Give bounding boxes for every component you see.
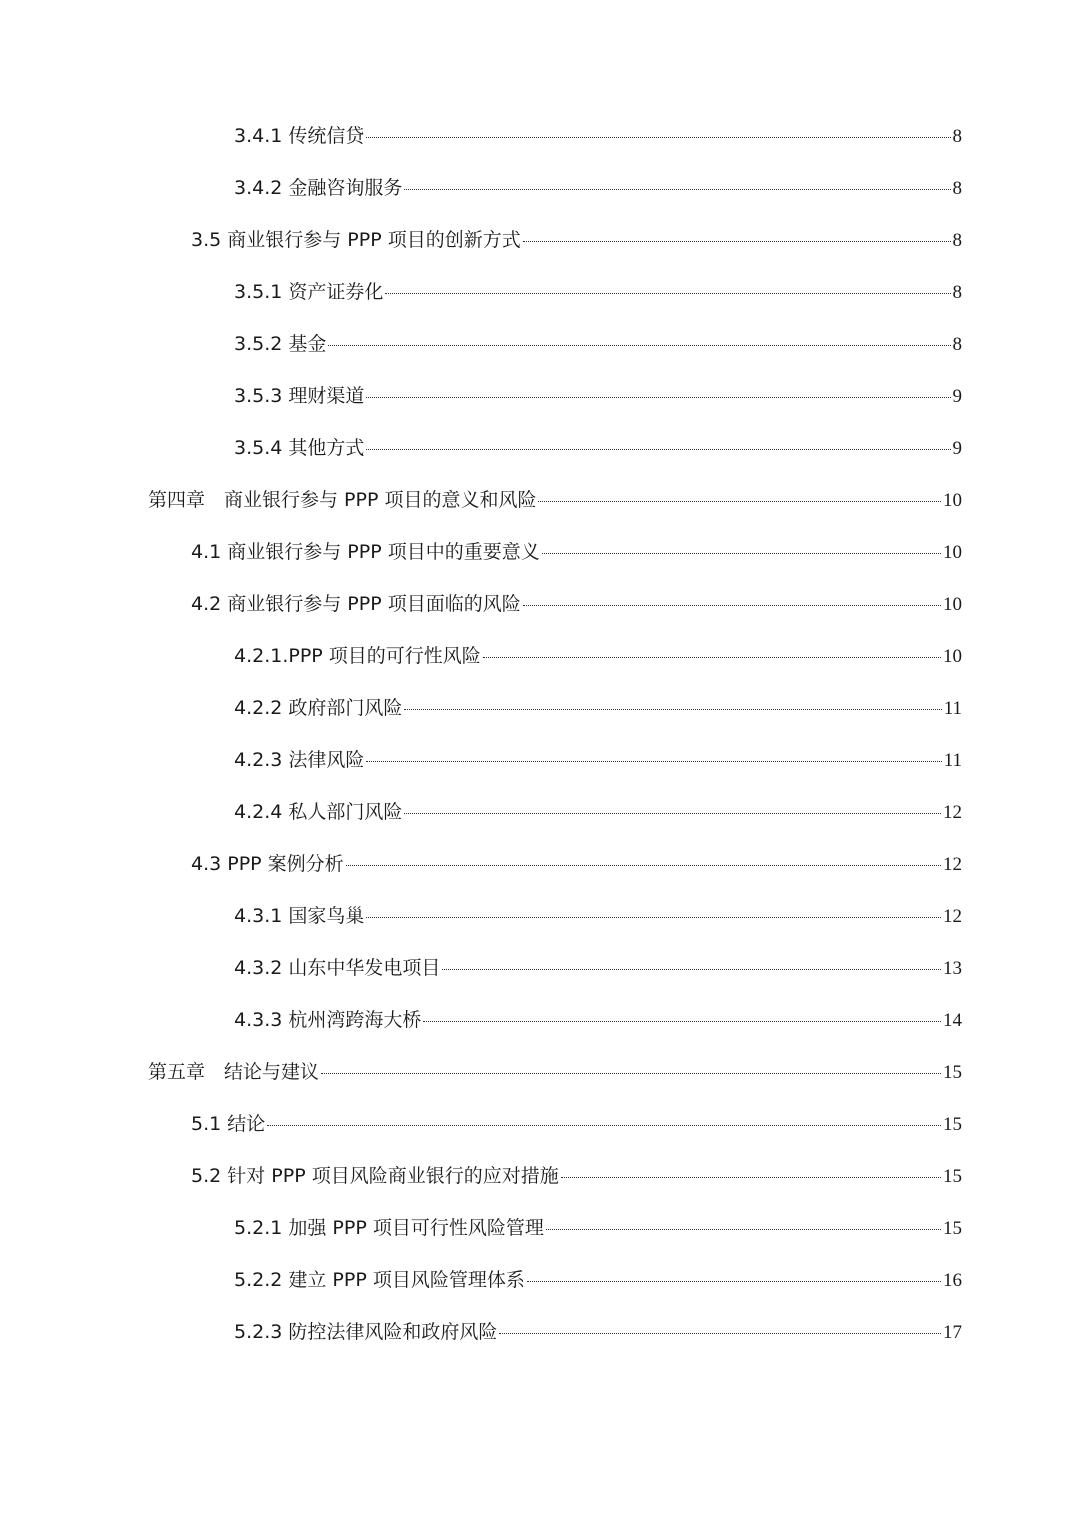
toc-entry-title: 5.2 针对 PPP 项目风险商业银行的应对措施 — [191, 1165, 559, 1187]
toc-page-number: 11 — [943, 750, 962, 771]
toc-page-number: 13 — [943, 958, 962, 979]
toc-dot-leader — [523, 241, 951, 242]
toc-entry[interactable] — [0, 1306, 1081, 1358]
toc-entry-title: 5.1 结论 — [191, 1113, 266, 1135]
toc-page-number: 11 — [943, 698, 962, 719]
toc-page-number: 14 — [943, 1010, 962, 1031]
toc-page-number: 8 — [952, 334, 962, 355]
toc-dot-leader — [538, 501, 941, 502]
toc-page-number: 15 — [943, 1218, 962, 1239]
toc-entry[interactable] — [0, 942, 1081, 994]
toc-entry-title: 第五章 结论与建议 — [148, 1061, 320, 1083]
toc-page-number: 8 — [952, 178, 962, 199]
toc-entry-title: 4.2.4 私人部门风险 — [234, 801, 403, 823]
toc-dot-leader — [542, 553, 941, 554]
toc-entry[interactable] — [0, 1202, 1081, 1254]
toc-page-number: 10 — [943, 490, 962, 511]
toc-dot-leader — [546, 1229, 941, 1230]
toc-dot-leader — [366, 449, 950, 450]
toc-page-number: 12 — [943, 802, 962, 823]
toc-page-number: 10 — [943, 542, 962, 563]
toc-entry[interactable] — [0, 682, 1081, 734]
toc-entry-title: 3.5.2 基金 — [234, 333, 327, 355]
toc-entry[interactable] — [0, 1150, 1081, 1202]
toc-entry[interactable] — [0, 370, 1081, 422]
toc-entry[interactable] — [0, 1254, 1081, 1306]
toc-dot-leader — [423, 1021, 941, 1022]
toc-page-number: 15 — [943, 1062, 962, 1083]
toc-entry-title: 4.3.1 国家鸟巢 — [234, 905, 365, 927]
toc-entry-title: 4.3.2 山东中华发电项目 — [234, 957, 441, 979]
toc-entry-title: 5.2.2 建立 PPP 项目风险管理体系 — [234, 1269, 525, 1291]
toc-dot-leader — [561, 1177, 941, 1178]
toc-dot-leader — [366, 761, 941, 762]
toc-page-number: 8 — [952, 126, 962, 147]
toc-entry[interactable] — [0, 526, 1081, 578]
toc-dot-leader — [483, 657, 941, 658]
toc-entry[interactable] — [0, 838, 1081, 890]
toc-entry[interactable] — [0, 994, 1081, 1046]
toc-entry[interactable] — [0, 1098, 1081, 1150]
toc-entry[interactable] — [0, 422, 1081, 474]
toc-dot-leader — [321, 1073, 941, 1074]
toc-dot-leader — [404, 813, 941, 814]
toc-dot-leader — [523, 605, 941, 606]
toc-page-number: 17 — [943, 1322, 962, 1343]
toc-entry[interactable] — [0, 474, 1081, 526]
toc-page-number: 9 — [952, 438, 962, 459]
toc-entry-title: 4.1 商业银行参与 PPP 项目中的重要意义 — [191, 541, 540, 563]
toc-entry[interactable] — [0, 110, 1081, 162]
toc-dot-leader — [385, 293, 950, 294]
toc-dot-leader — [404, 709, 941, 710]
toc-dot-leader — [366, 137, 950, 138]
toc-entry-title: 4.2.3 法律风险 — [234, 749, 365, 771]
toc-entry-title: 3.5.1 资产证券化 — [234, 281, 384, 303]
toc-entry[interactable] — [0, 890, 1081, 942]
toc-entry-title: 第四章 商业银行参与 PPP 项目的意义和风险 — [148, 489, 537, 511]
toc-entry-title: 5.2.3 防控法律风险和政府风险 — [234, 1321, 498, 1343]
toc-page-number: 16 — [943, 1270, 962, 1291]
toc-entry[interactable] — [0, 578, 1081, 630]
toc-page-number: 15 — [943, 1114, 962, 1135]
toc-page-number: 8 — [952, 282, 962, 303]
toc-entry-title: 4.3 PPP 案例分析 — [191, 853, 344, 875]
toc-entry[interactable] — [0, 318, 1081, 370]
toc-dot-leader — [267, 1125, 941, 1126]
toc-page-number: 9 — [952, 386, 962, 407]
toc-dot-leader — [366, 917, 941, 918]
toc-page-number: 12 — [943, 854, 962, 875]
toc-entry-title: 3.5 商业银行参与 PPP 项目的创新方式 — [191, 229, 521, 251]
toc-entry-title: 4.2.1.PPP 项目的可行性风险 — [234, 645, 481, 667]
toc-entry-title: 4.2 商业银行参与 PPP 项目面临的风险 — [191, 593, 521, 615]
toc-dot-leader — [499, 1333, 941, 1334]
toc-entry-title: 3.4.1 传统信贷 — [234, 125, 365, 147]
toc-entry[interactable] — [0, 162, 1081, 214]
table-of-contents — [0, 110, 1081, 1358]
toc-entry[interactable] — [0, 266, 1081, 318]
toc-entry-title: 4.3.3 杭州湾跨海大桥 — [234, 1009, 422, 1031]
toc-entry-title: 5.2.1 加强 PPP 项目可行性风险管理 — [234, 1217, 544, 1239]
toc-dot-leader — [404, 189, 950, 190]
toc-entry[interactable] — [0, 1046, 1081, 1098]
toc-dot-leader — [328, 345, 950, 346]
toc-entry[interactable] — [0, 786, 1081, 838]
toc-entry-title: 3.5.3 理财渠道 — [234, 385, 365, 407]
toc-entry-title: 3.4.2 金融咨询服务 — [234, 177, 403, 199]
toc-dot-leader — [527, 1281, 941, 1282]
toc-page-number: 8 — [952, 230, 962, 251]
toc-page-number: 12 — [943, 906, 962, 927]
toc-entry[interactable] — [0, 734, 1081, 786]
toc-page-number: 10 — [943, 594, 962, 615]
toc-page-number: 15 — [943, 1166, 962, 1187]
toc-dot-leader — [366, 397, 950, 398]
toc-dot-leader — [442, 969, 941, 970]
toc-page-number: 10 — [943, 646, 962, 667]
toc-entry-title: 3.5.4 其他方式 — [234, 437, 365, 459]
toc-entry[interactable] — [0, 630, 1081, 682]
toc-dot-leader — [346, 865, 941, 866]
toc-entry-title: 4.2.2 政府部门风险 — [234, 697, 403, 719]
toc-entry[interactable] — [0, 214, 1081, 266]
